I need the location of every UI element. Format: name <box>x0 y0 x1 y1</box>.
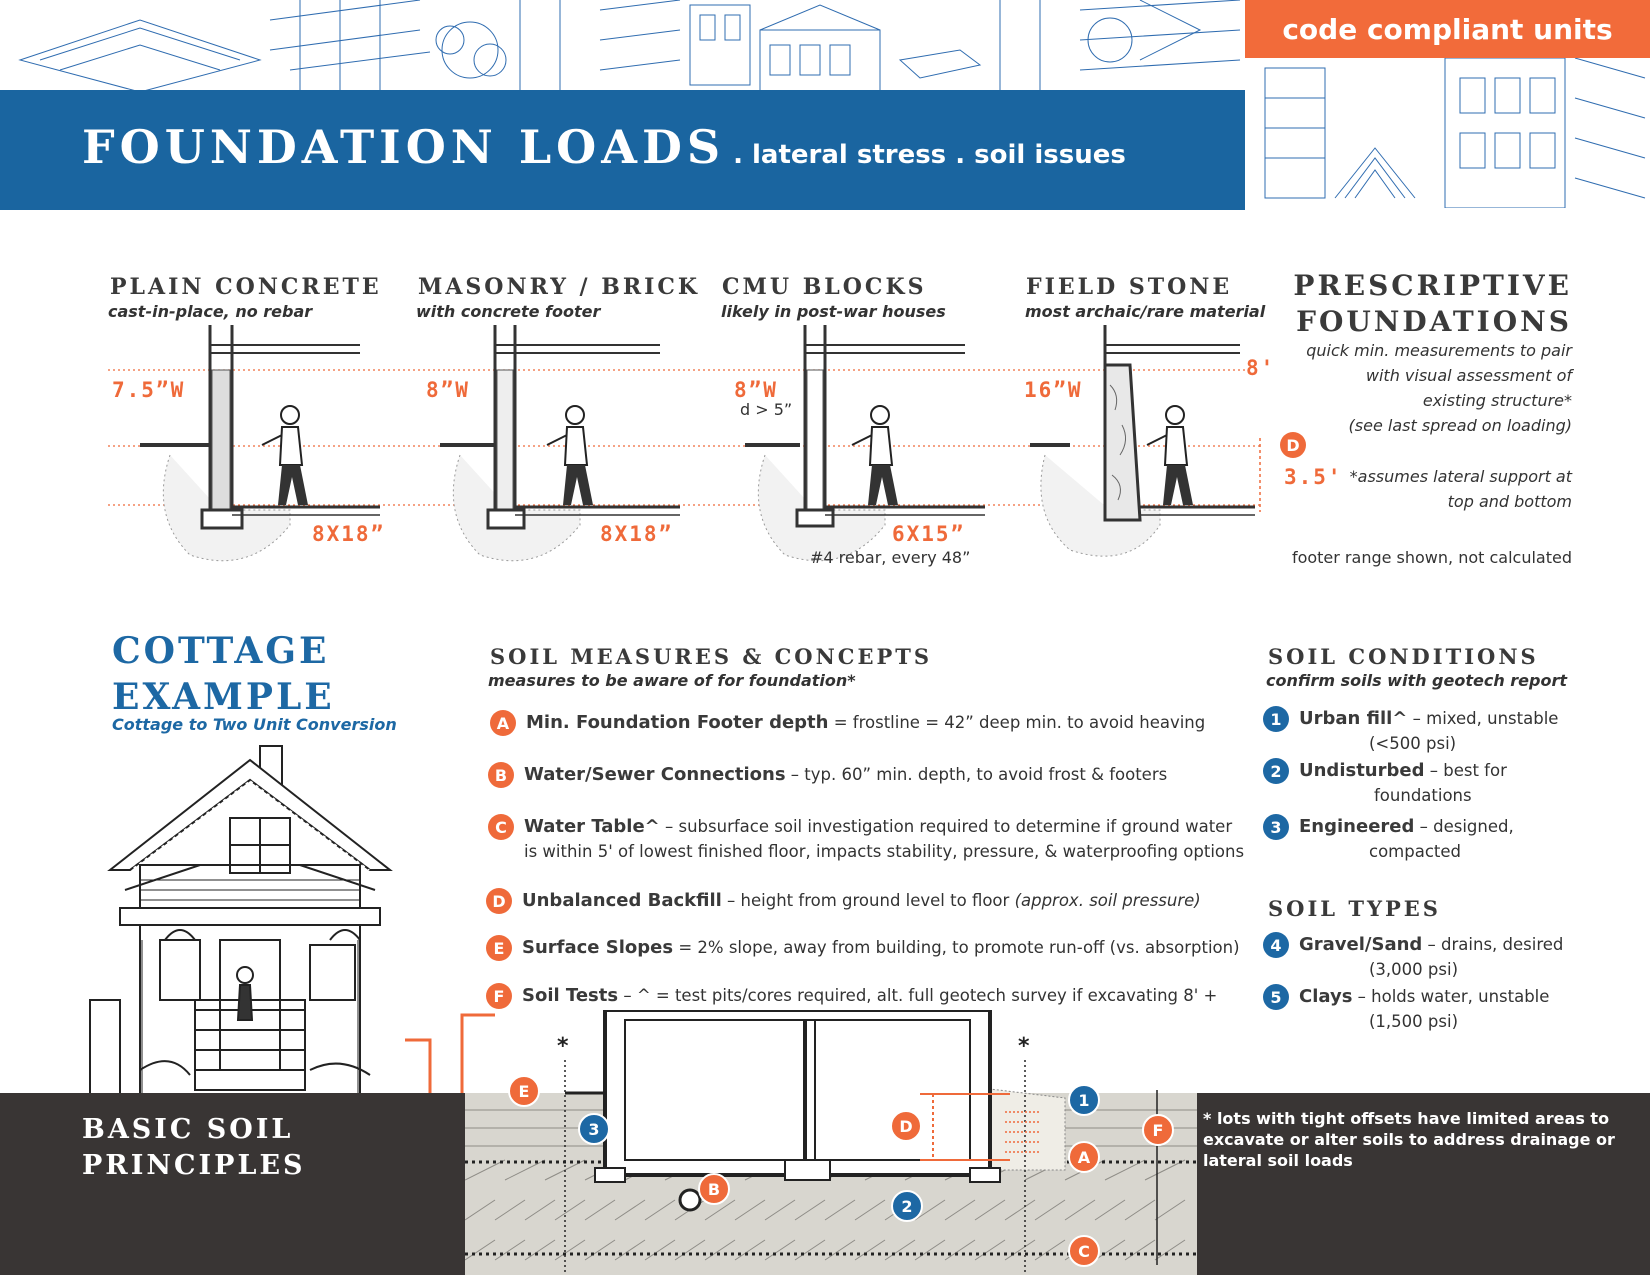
soil-types-title: SOIL TYPES <box>1268 896 1441 921</box>
soil-measure-text: – typ. 60” min. depth, to avoid frost & footers <box>785 765 1168 784</box>
cottage-title-line1: COTTAGE <box>112 630 330 672</box>
soil-type-text: – drains, desired <box>1422 935 1564 954</box>
soil-condition-text: – mixed, unstable <box>1407 709 1559 728</box>
soil-measure-label: Water Table^ <box>524 816 660 837</box>
badge-a: A <box>490 710 516 736</box>
prescriptive-title-line2: FOUNDATIONS <box>1296 305 1572 338</box>
footer-size-plain-concrete: 8X18” <box>312 522 386 546</box>
section-badge-a: A <box>1068 1141 1100 1173</box>
footer-size-masonry: 8X18” <box>600 522 674 546</box>
soil-measure-text: – subsurface soil investigation required to determine if ground water is within 5' of lowest finished floor, impacts stability, pressure, & waterproofing options <box>524 817 1245 861</box>
foundation-title-field-stone: FIELD STONE <box>1026 274 1233 300</box>
prescriptive-desc-line: with visual assessment of <box>1365 366 1572 385</box>
badge-b: B <box>488 762 514 788</box>
badge-4: 4 <box>1263 932 1289 958</box>
prescriptive-title-line1: PRESCRIPTIVE <box>1293 269 1572 302</box>
section-badge-d: D <box>890 1110 922 1142</box>
foundation-subtitle-cmu: likely in post-war houses <box>721 302 946 321</box>
soil-type-label: Gravel/Sand <box>1299 934 1423 955</box>
section-star-left: * <box>557 1034 569 1059</box>
footer-range-note: footer range shown, not calculated <box>1291 548 1572 567</box>
lots-note <box>1203 1108 1615 1171</box>
soil-measure-label: Surface Slopes <box>522 937 674 958</box>
soil-measure-item-d <box>486 888 1266 914</box>
soil-measures-title: SOIL MEASURES & CONCEPTS <box>490 644 933 669</box>
soil-measure-item-b <box>488 762 1268 788</box>
section-badge-1: 1 <box>1068 1084 1100 1116</box>
soil-measure-label: Water/Sewer Connections <box>524 764 786 785</box>
soil-measure-text: – height from ground level to floor <box>721 891 1015 910</box>
prescriptive-desc-line: (see last spread on loading) <box>1348 416 1572 435</box>
cottage-title <box>112 628 335 720</box>
cottage-title-line2: EXAMPLE <box>112 676 335 718</box>
soil-condition-label: Urban fill^ <box>1299 708 1408 729</box>
soil-type-item-5 <box>1263 984 1593 1034</box>
section-star-right: * <box>1018 1034 1030 1059</box>
soil-measure-item-e <box>486 935 1266 961</box>
soil-measure-text: = 2% slope, away from building, to promote run-off (vs. absorption) <box>673 938 1240 957</box>
cottage-house-illustration <box>80 740 420 1095</box>
section-badge-f: F <box>1142 1114 1174 1146</box>
badge-1: 1 <box>1263 706 1289 732</box>
badge-d: D <box>486 888 512 914</box>
soil-condition-label: Engineered <box>1299 816 1415 837</box>
basic-soil-principles-title <box>82 1112 306 1184</box>
prescriptive-description <box>1306 338 1572 438</box>
badge-2: 2 <box>1263 758 1289 784</box>
backfill-height-label: 3.5' <box>1284 465 1343 489</box>
wall-width-plain-concrete: 7.5”W <box>112 378 186 402</box>
soil-condition-line2: (<500 psi) <box>1369 734 1457 753</box>
soil-type-line2: (1,500 psi) <box>1369 1012 1459 1031</box>
lots-note-line: * lots with tight offsets have limited areas to <box>1203 1109 1610 1128</box>
soil-conditions-subtitle: confirm soils with geotech report <box>1266 671 1568 690</box>
soil-condition-line2: foundations <box>1374 786 1472 805</box>
footer-size-cmu: 6X15” <box>892 522 966 546</box>
section-badge-3: 3 <box>578 1113 610 1145</box>
lateral-support-note <box>1350 464 1572 514</box>
soil-condition-line2: compacted <box>1369 842 1461 861</box>
cottage-subtitle: Cottage to Two Unit Conversion <box>112 715 397 734</box>
soil-measure-italic: (approx. soil pressure) <box>1014 891 1201 910</box>
badge-e: E <box>486 935 512 961</box>
soil-measure-item-a <box>490 710 1270 736</box>
soil-measure-item-f <box>486 983 1266 1009</box>
soil-type-line2: (3,000 psi) <box>1369 960 1459 979</box>
soil-condition-text: – best for <box>1424 761 1507 780</box>
soil-type-item-4 <box>1263 932 1593 982</box>
foundation-title-plain-concrete: PLAIN CONCRETE <box>110 274 382 300</box>
soil-condition-label: Undisturbed <box>1299 760 1425 781</box>
soil-condition-item-1 <box>1263 706 1593 756</box>
section-badge-e: E <box>508 1075 540 1107</box>
soil-measure-text: – ^ = test pits/cores required, alt. full geotech survey if excavating 8' + <box>618 986 1218 1005</box>
wall-width-field-stone: 16”W <box>1024 378 1083 402</box>
backfill-badge-d: D <box>1280 432 1306 458</box>
foundation-subtitle-masonry: with concrete footer <box>416 302 601 321</box>
prescriptive-title <box>1293 268 1572 340</box>
assume-line: top and bottom <box>1447 492 1572 511</box>
wall-height-label: 8' <box>1246 356 1276 380</box>
soil-type-label: Clays <box>1299 986 1353 1007</box>
foundation-subtitle-plain-concrete: cast-in-place, no rebar <box>108 302 313 321</box>
section-badge-b: B <box>698 1173 730 1205</box>
soil-measures-subtitle: measures to be aware of for foundation* <box>488 671 856 690</box>
wall-width-masonry: 8”W <box>426 378 470 402</box>
lots-note-line: excavate or alter soils to address drainage or <box>1203 1130 1615 1149</box>
section-badge-c: C <box>1068 1235 1100 1267</box>
cmu-depth-note: d > 5” <box>740 400 793 419</box>
soil-type-text: – holds water, unstable <box>1352 987 1550 1006</box>
badge-5: 5 <box>1263 984 1289 1010</box>
foundation-subtitle-field-stone: most archaic/rare material <box>1025 302 1266 321</box>
soil-condition-text: – designed, <box>1414 817 1514 836</box>
wall-width-cmu: 8”W <box>734 378 778 402</box>
prescriptive-desc-line: quick min. measurements to pair <box>1306 341 1572 360</box>
soil-measure-text: = frostline = 42” deep min. to avoid heaving <box>828 713 1206 732</box>
soil-condition-item-3 <box>1263 814 1593 864</box>
foundation-title-cmu: CMU BLOCKS <box>722 274 927 300</box>
soil-condition-item-2 <box>1263 758 1593 808</box>
prescriptive-desc-line: existing structure* <box>1422 391 1572 410</box>
badge-c: C <box>488 814 514 840</box>
soil-measure-label: Unbalanced Backfill <box>522 890 722 911</box>
basic-soil-line2: PRINCIPLES <box>82 1150 306 1181</box>
page-subtitle: . lateral stress . soil issues <box>733 140 1126 170</box>
code-compliant-units-tag: code compliant units <box>1245 0 1650 58</box>
foundation-drawing-field-stone <box>1030 325 1260 575</box>
soil-conditions-title: SOIL CONDITIONS <box>1268 644 1539 669</box>
lots-note-line: lateral soil loads <box>1203 1151 1353 1170</box>
soil-measure-label: Soil Tests <box>522 985 619 1006</box>
badge-3: 3 <box>1263 814 1289 840</box>
page-title: FOUNDATION LOADS <box>82 120 726 174</box>
basic-soil-line1: BASIC SOIL <box>82 1114 294 1145</box>
badge-f: F <box>486 983 512 1009</box>
cmu-rebar-note: #4 rebar, every 48” <box>810 548 971 567</box>
section-badge-2: 2 <box>891 1190 923 1222</box>
foundation-title-masonry: MASONRY / BRICK <box>418 274 701 300</box>
soil-measure-label: Min. Foundation Footer depth <box>526 712 829 733</box>
soil-measure-item-c <box>488 814 1248 864</box>
assume-line: *assumes lateral support at <box>1349 467 1572 486</box>
